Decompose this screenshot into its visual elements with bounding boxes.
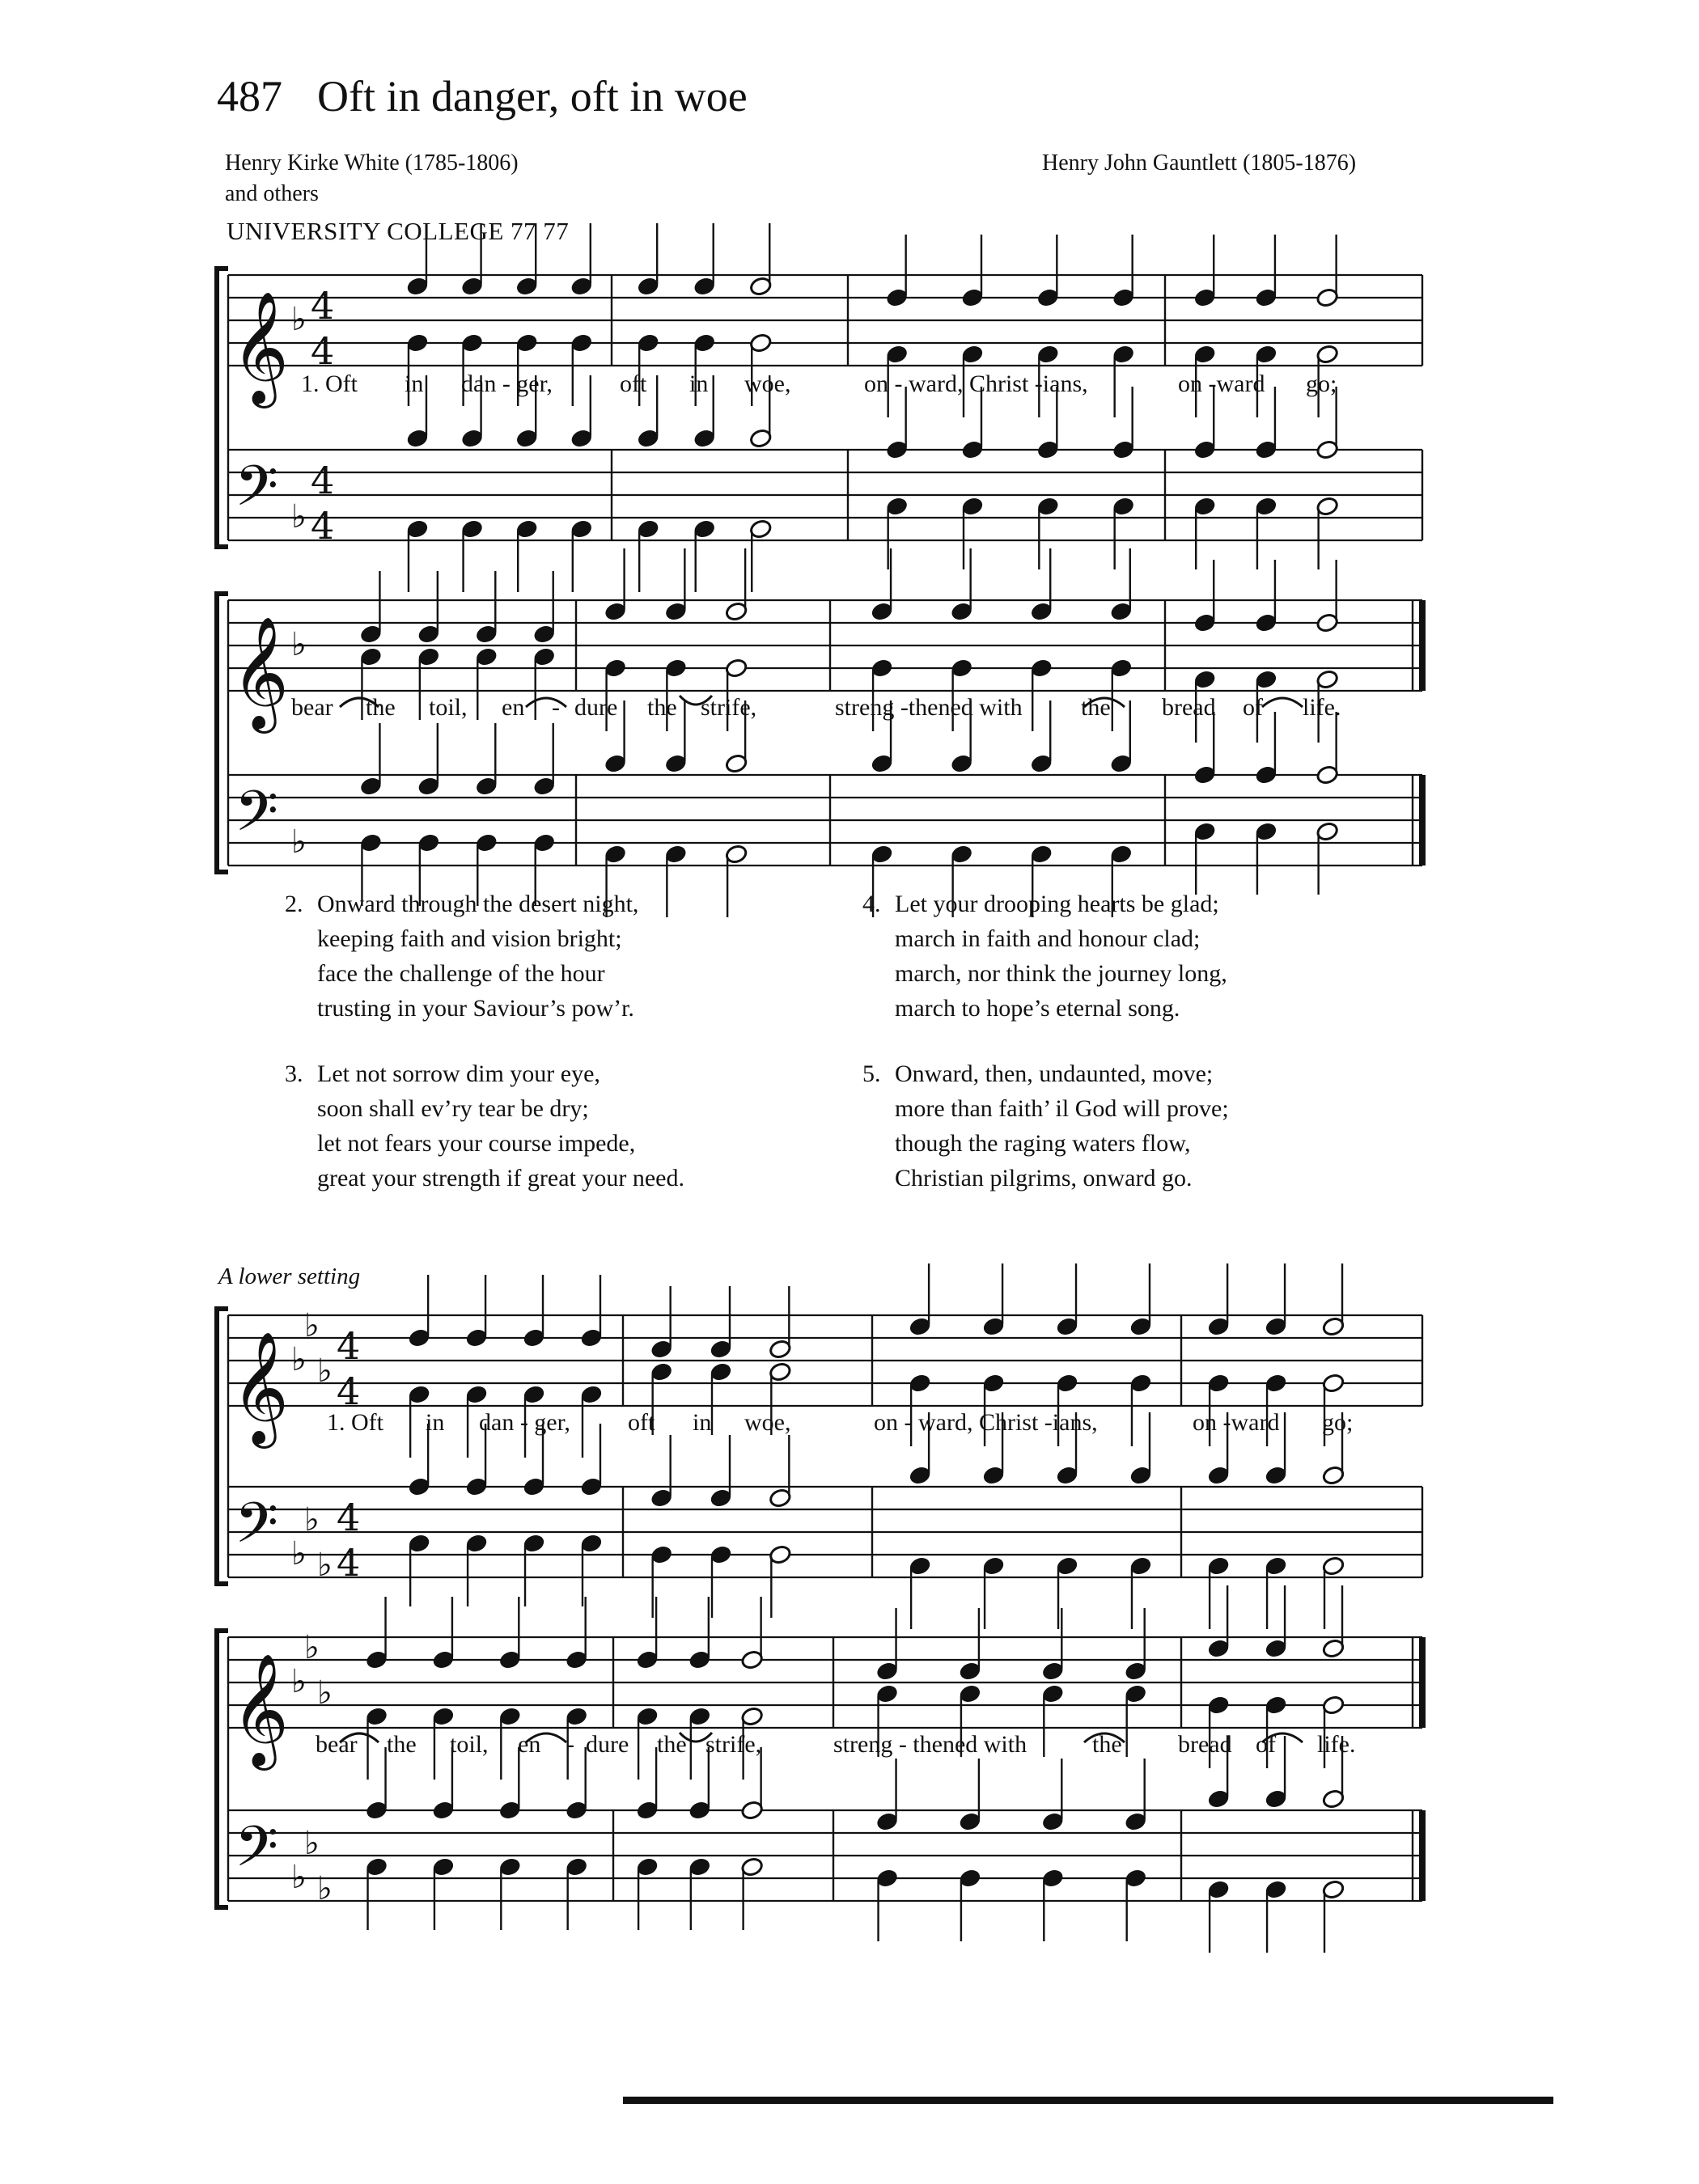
lyric: bear [316,1731,358,1758]
key-flat-icon: ♭ [291,1341,307,1378]
lyric: go; [1306,370,1337,397]
key-flat-icon: ♭ [291,1535,307,1572]
treble-clef-icon: 𝄞 [231,1653,289,1766]
lyric: oft [620,370,647,397]
verse-line: more than faith’ il God will prove; [895,1095,1229,1122]
verse-number: 3. [285,1060,303,1087]
key-flat-icon: ♭ [291,498,307,535]
tenor-slur [1262,698,1303,707]
verse-4 [862,887,1227,1026]
lyric: in [689,370,709,397]
lyric: - [566,1731,574,1758]
verse-number: 5. [862,1060,881,1087]
verse-line: march in faith and honour clad; [895,925,1201,952]
key-flat-icon: ♭ [291,1663,307,1700]
lyric: dure [574,694,618,721]
time-signature-denominator: 4 [337,1369,361,1413]
verse-line: Let your drooping hearts be glad; [895,891,1219,917]
verse-line: Onward through the desert night, [317,891,639,917]
verse-line: march, nor think the journey long, [895,960,1227,987]
lyric: dure [586,1731,629,1758]
time-signature-numerator: 4 [337,1324,361,1368]
verse-line: Christian pilgrims, onward go. [895,1165,1193,1191]
time-signature-numerator: 4 [337,1496,361,1539]
lower-setting-label: A lower setting [218,1263,361,1289]
lyric: life. [1303,694,1341,721]
lyric: on - ward, Christ -ians, [864,370,1088,397]
verse-2 [285,887,638,1026]
verse-line: trusting in your Saviour’s pow’r. [317,995,634,1022]
key-flat-icon: ♭ [304,1629,320,1666]
bass-clef-icon: 𝄢 [235,453,279,532]
key-flat-icon: ♭ [291,301,307,338]
lyric: en [518,1731,541,1758]
lyric: the [1081,694,1111,721]
lyric: toil, [429,694,468,721]
lyric: of [1243,694,1263,721]
lyric: oft [628,1409,655,1436]
verse-number: 4. [862,891,881,917]
bass-clef-icon: 𝄢 [235,1814,279,1893]
lyric: in [693,1409,712,1436]
key-flat-icon: ♭ [304,1307,320,1344]
verse-line: Let not sorrow dim your eye, [317,1060,600,1087]
key-flat-icon: ♭ [304,1825,320,1862]
hymn-title: Oft in danger, oft in woe [317,72,748,121]
lyric: toil, [450,1731,489,1758]
bass-clef-icon: 𝄢 [235,1490,279,1569]
time-signature-denominator: 4 [311,329,335,373]
lyric: go; [1322,1409,1354,1436]
lyric: woe, [744,370,791,397]
lyric: strife, [705,1731,762,1758]
lyric: the [657,1731,687,1758]
system-bracket [217,1631,228,1907]
key-flat-icon: ♭ [291,626,307,663]
lyric: on - ward, Christ -ians, [874,1409,1098,1436]
key-flat-icon: ♭ [317,1352,333,1390]
verse-line: march to hope’s eternal song. [895,995,1180,1022]
lyric: life. [1317,1731,1356,1758]
verse-line: though the raging waters flow, [895,1130,1191,1157]
lyric: on -ward [1178,370,1265,397]
verse-5 [862,1056,1229,1196]
time-signature-numerator: 4 [311,284,335,328]
lyric: the [366,694,396,721]
lyric: dan - ger, [461,370,553,397]
key-flat-icon: ♭ [317,1547,333,1584]
lyric: - [552,694,560,721]
page-bottom-rule [623,2097,1553,2104]
key-flat-icon: ♭ [317,1870,333,1907]
time-signature-numerator: 4 [311,459,335,502]
key-flat-icon: ♭ [291,1859,307,1896]
verse-3 [285,1056,684,1196]
lyric: bread [1162,694,1216,721]
words-author: Henry Kirke White (1785-1806) [225,150,519,176]
lyric: bread [1178,1731,1232,1758]
system-bracket [217,269,228,547]
system-bracket [217,594,228,872]
lyric: the [1092,1731,1122,1758]
lyric: in [405,370,424,397]
lyric: the [387,1731,417,1758]
verse-line: keeping faith and vision bright; [317,925,622,952]
words-author-others: and others [225,181,319,206]
verse-line: let not fears your course impede, [317,1130,636,1157]
lyric: dan - ger, [479,1409,570,1436]
lyric: on -ward [1193,1409,1280,1436]
tune-name: UNIVERSITY COLLEGE 77 77 [227,217,570,245]
key-flat-icon: ♭ [291,823,307,861]
system-bracket [217,1309,228,1584]
lyric: 1. Oft [301,370,358,397]
verse-number: 2. [285,891,303,917]
treble-clef-icon: 𝄞 [231,616,289,729]
verse-line: soon shall ev’ry tear be dry; [317,1095,589,1122]
key-flat-icon: ♭ [317,1674,333,1712]
lyric: streng - thened with [833,1731,1027,1758]
verse-line: Onward, then, undaunted, move; [895,1060,1214,1087]
lyric: strife, [701,694,757,721]
hymn-number: 487 [217,72,282,121]
time-signature-denominator: 4 [337,1541,361,1585]
verse-line: great your strength if great your need. [317,1165,684,1191]
lyric: woe, [744,1409,791,1436]
bass-clef-icon: 𝄢 [235,778,279,857]
lyric: the [647,694,677,721]
lyric: streng -thened with [835,694,1023,721]
verse-line: face the challenge of the hour [317,960,605,987]
music-composer: Henry John Gauntlett (1805-1876) [1042,150,1357,176]
time-signature-denominator: 4 [311,504,335,548]
treble-clef-icon: 𝄞 [231,1331,289,1444]
lyric: in [426,1409,445,1436]
lyric: en [502,694,525,721]
tenor-slur [526,698,566,707]
lyric: 1. Oft [327,1409,383,1436]
key-flat-icon: ♭ [304,1501,320,1539]
lyric: of [1256,1731,1276,1758]
lyric: bear [291,694,333,721]
treble-clef-icon: 𝄞 [231,291,289,404]
